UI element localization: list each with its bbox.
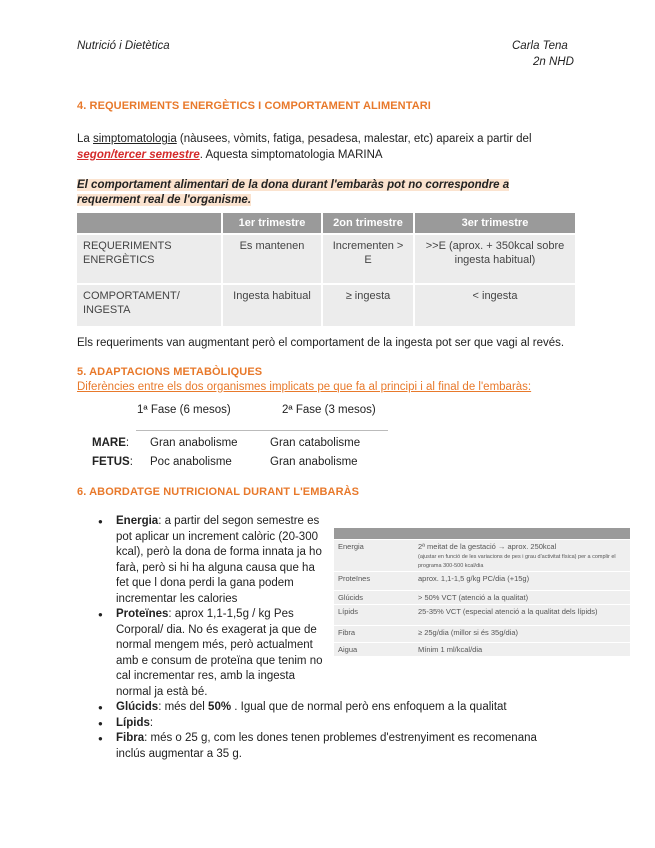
header-course: 2n NHD: [533, 56, 574, 68]
table-cell: aprox. 1,1-1,5 g/kg PC/dia (+15g): [414, 572, 630, 591]
section-5-subtitle: Diferències entre els dos organismes implicats pe que fa al principi i al final de l'embaràs:: [77, 381, 532, 393]
label: Proteïnes: [116, 608, 169, 620]
label: Energia: [116, 515, 159, 527]
table-cell: Ingesta habitual: [222, 284, 322, 326]
table-header: 3er trimestre: [414, 213, 575, 234]
phase-2: 2ª Fase (3 mesos): [282, 404, 376, 416]
section-6-title: 6. ABORDATGE NUTRICIONAL DURANT L'EMBARÀS: [77, 486, 360, 498]
text: La: [77, 133, 93, 145]
table-header: 1er trimestre: [222, 213, 322, 234]
requirements-table: [77, 213, 575, 326]
mare-phase-1: Gran anabolisme: [150, 437, 238, 449]
highlight-line-1: El comportament alimentari de la dona durant l'embaràs pot no correspondre a: [77, 179, 510, 191]
nutrition-summary-table: [334, 528, 630, 656]
text: . Igual que de normal però ens enfoquem a la qualitat: [231, 701, 507, 713]
table-cell: < ingesta: [414, 284, 575, 326]
table-cell: [414, 540, 630, 572]
divider: [136, 430, 388, 431]
sep: :: [129, 456, 133, 468]
text: : més o 25 g, com les dones tenen problemes d'estrenyiment es recomenana inclús augmentar a 35 g.: [116, 732, 537, 760]
text: : més del: [158, 701, 209, 713]
mare-row: [92, 437, 129, 449]
table-cell: REQUERIMENTS ENERGÈTICS: [77, 234, 222, 284]
table-cell: Mínim 1 ml/kcal/dia: [414, 643, 630, 657]
table-cell: Energia: [334, 540, 414, 572]
table-cell: Aigua: [334, 643, 414, 657]
table-row: [334, 572, 630, 591]
header-subject: Nutrició i Dietètica: [77, 40, 170, 52]
table-cell: Glúcids: [334, 591, 414, 605]
nutrition-list-b: [98, 700, 558, 762]
table-cell: > 50% VCT (atenció a la qualitat): [414, 591, 630, 605]
text: : a partir del segon semestre es pot aplicar un increment calòric (20-300 kcal), però la dona de forma innata ja ho farà, però si hi ha alguna causa que ha fet que l dona perdi la gana podem incrementar les calories: [116, 515, 322, 605]
list-item-lipids: [98, 716, 558, 732]
table-row: [334, 605, 630, 626]
mare-phase-2: Gran catabolisme: [270, 437, 361, 449]
table-cell: >>E (aprox. + 350kcal sobre ingesta habitual): [414, 234, 575, 284]
value-note: (ajustar en funció de les variacions de pes i grau d'activitat física) per a complir el programa 300-500 kcal/dia: [418, 554, 616, 569]
text: :: [149, 716, 154, 729]
label: Fibra: [116, 732, 145, 744]
table-row: [77, 284, 575, 326]
header-author: Carla Tena: [512, 40, 568, 52]
table-cell: Fibra: [334, 626, 414, 643]
table-row: [334, 643, 630, 657]
table-header: [334, 528, 630, 540]
pct: 50%: [208, 701, 232, 713]
table-row: [77, 234, 575, 284]
term-simptomatologia: simptomatologia: [93, 133, 177, 145]
term-semestre: segon/tercer semestre: [77, 149, 200, 161]
section-4-paragraph: [77, 131, 597, 163]
list-item-fibra: [98, 731, 558, 762]
value: 2ª meitat de la gestació → aprox. 250kcal: [418, 542, 557, 551]
table-cell: Es mantenen: [222, 234, 322, 284]
nutrition-list-a: [98, 514, 324, 700]
fetus-phase-1: Poc anabolisme: [150, 456, 232, 468]
table-cell: ≥ 25g/dia (millor si és 35g/dia): [414, 626, 630, 643]
text: (nàusees, vòmits, fatiga, pesadesa, malestar, etc) apareix a partir del: [176, 133, 532, 145]
highlight-line-2: requerment real de l'organisme.: [77, 194, 252, 206]
table-cell: 25-35% VCT (especial atenció a la qualitat dels lípids): [414, 605, 630, 626]
table-header: [77, 213, 222, 234]
section-4-title: 4. REQUERIMENTS ENERGÈTICS I COMPORTAMENT ALIMENTARI: [77, 100, 431, 112]
fetus-label: FETUS: [92, 456, 130, 468]
table-cell: COMPORTAMENT/ INGESTA: [77, 284, 222, 326]
fetus-row: [92, 456, 133, 468]
after-table-text: Els requeriments van augmentant però el comportament de la ingesta pot ser que vagi al revés.: [77, 337, 565, 349]
label: Glúcids: [116, 701, 159, 713]
table-header-row: [77, 213, 575, 234]
fetus-phase-2: Gran anabolisme: [270, 456, 358, 468]
list-item-proteines: [98, 607, 324, 700]
table-header: 2on trimestre: [322, 213, 414, 234]
list-item-energia: [98, 514, 324, 607]
list-item-glucids: [98, 700, 558, 716]
sep: :: [125, 437, 130, 449]
table-cell: Proteïnes: [334, 572, 414, 591]
label: Lípids: [116, 716, 150, 729]
phase-1: 1ª Fase (6 mesos): [137, 404, 231, 416]
table-cell: Lípids: [334, 605, 414, 626]
table-cell: Incrementen > E: [322, 234, 414, 284]
table-row: [334, 591, 630, 605]
table-header-row: [334, 528, 630, 540]
table-row: [334, 626, 630, 643]
table-row: [334, 540, 630, 572]
text: . Aquesta simptomatologia MARINA: [199, 149, 383, 161]
mare-label: MARE: [92, 437, 126, 449]
text: : aprox 1,1-1,5g / kg Pes Corporal/ dia. No és exagerat ja que de normal mengem més, però actualment amb e consum de proteïna que tenim no cal incrementar res, amb la ingesta normal ja està bé.: [116, 608, 323, 698]
table-cell: ≥ ingesta: [322, 284, 414, 326]
highlight-statement: [77, 178, 509, 208]
section-5-title: 5. ADAPTACIONS METABÒLIQUES: [77, 366, 263, 378]
